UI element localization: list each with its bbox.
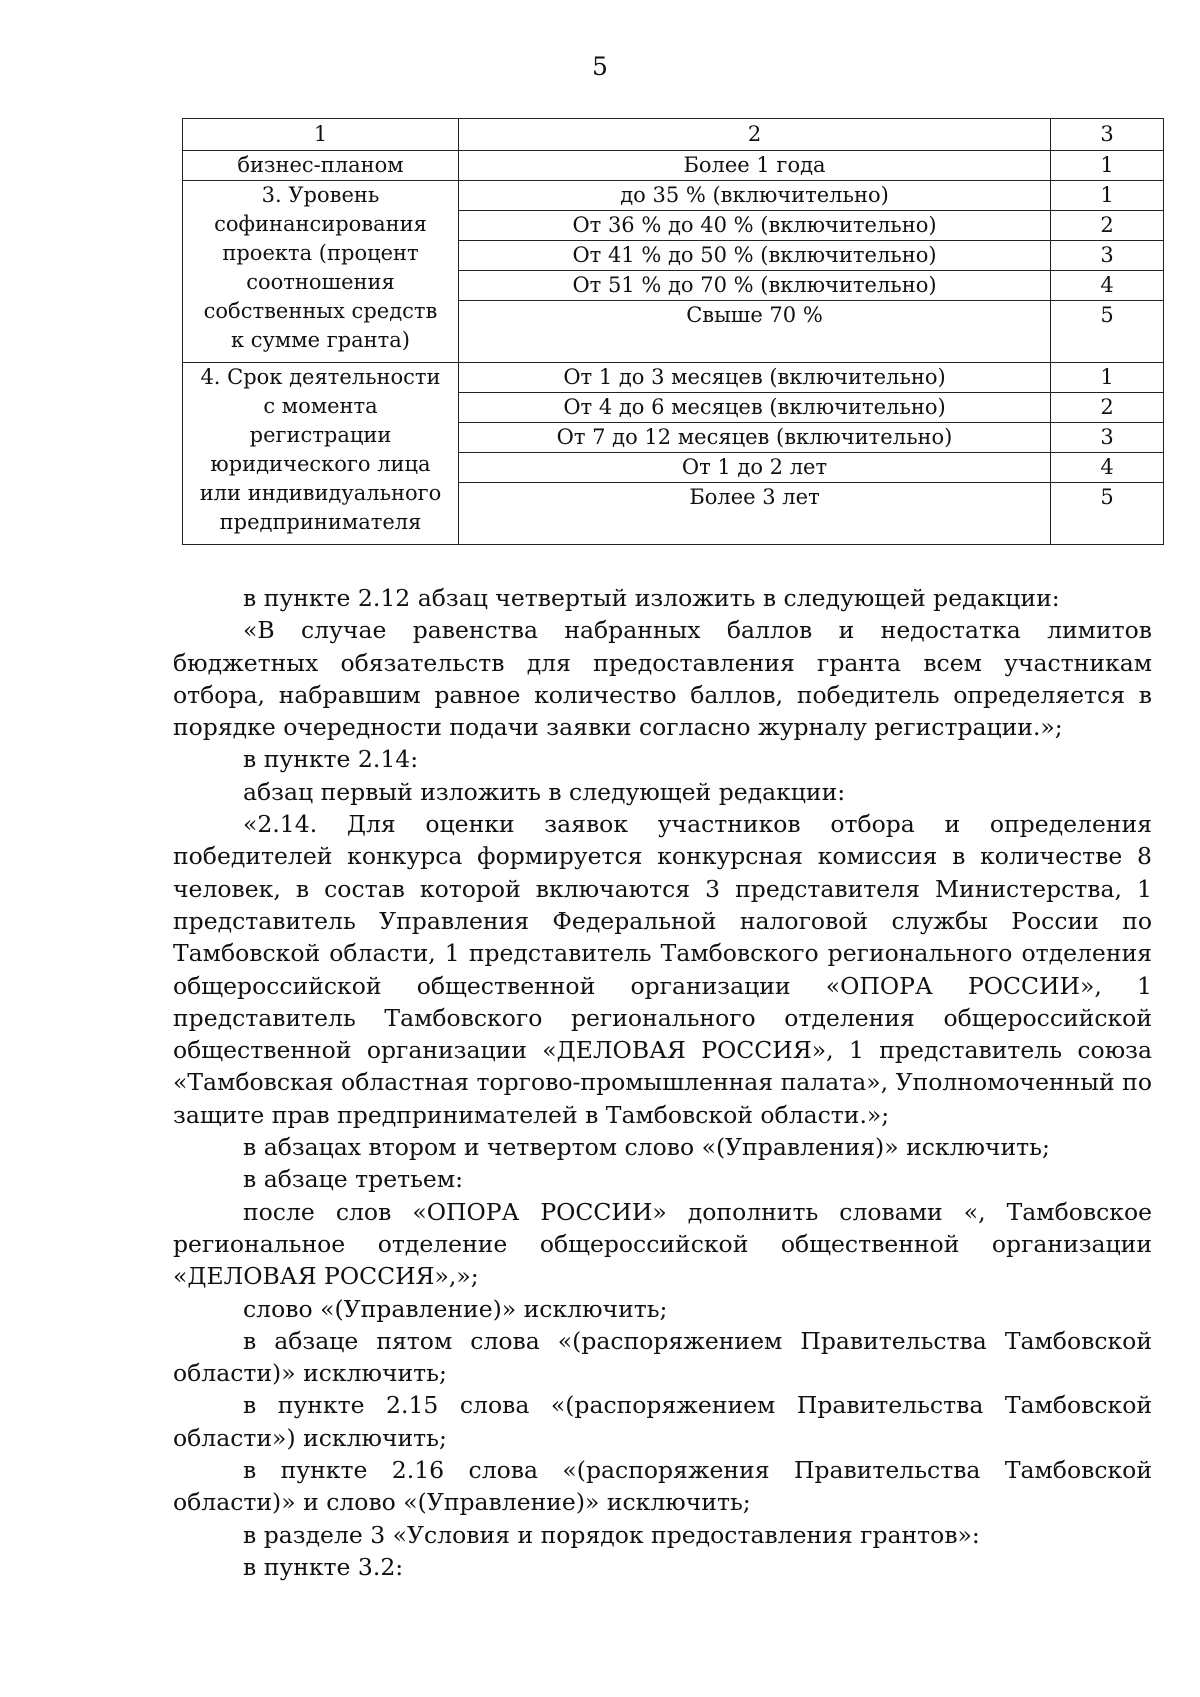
- criterion-line: к сумме гранта): [231, 328, 410, 352]
- paragraph: абзац первый изложить в следующей редакции:: [243, 777, 846, 806]
- table-row: [183, 181, 1164, 211]
- criterion-cell-3: [183, 181, 459, 363]
- table-header-cell: 2: [459, 119, 1051, 151]
- score-cell: 3: [1051, 423, 1164, 453]
- criterion-line: предпринимателя: [219, 510, 422, 534]
- criterion-cell: бизнес-планом: [183, 151, 459, 181]
- score-cell: 1: [1051, 181, 1164, 211]
- value-cell: От 51 % до 70 % (включительно): [459, 271, 1051, 301]
- table-header-cell: 1: [183, 119, 459, 151]
- value-cell: до 35 % (включительно): [459, 181, 1051, 211]
- value-cell: Более 1 года: [459, 151, 1051, 181]
- score-cell: 3: [1051, 241, 1164, 271]
- paragraph: в пункте 2.14:: [243, 745, 419, 774]
- criterion-line: или индивидуального: [199, 481, 442, 505]
- paragraph: слово «(Управление)» исключить;: [243, 1294, 668, 1323]
- value-cell: От 41 % до 50 % (включительно): [459, 241, 1051, 271]
- criterion-cell-4: [183, 363, 459, 545]
- paragraph: в пункте 2.12 абзац четвертый изложить в следующей редакции:: [243, 584, 1060, 612]
- table-row: [183, 363, 1164, 393]
- value-cell: От 4 до 6 месяцев (включительно): [459, 393, 1051, 423]
- value-cell: От 1 до 2 лет: [459, 453, 1051, 483]
- score-cell: 1: [1051, 363, 1164, 393]
- value-cell: От 36 % до 40 % (включительно): [459, 211, 1051, 241]
- criterion-line: соотношения: [246, 270, 395, 294]
- table-row: [183, 151, 1164, 181]
- paragraph: в пункте 2.15 слова «(распоряжением Правительства Тамбовской области») исключить;: [173, 1391, 1152, 1452]
- value-cell: Свыше 70 %: [459, 301, 1051, 363]
- paragraph: в абзаце пятом слова «(распоряжением Правительства Тамбовской области)» исключить;: [173, 1326, 1152, 1388]
- score-cell: 2: [1051, 211, 1164, 241]
- criteria-table: [182, 118, 1164, 545]
- table-header-cell: 3: [1051, 119, 1164, 151]
- criterion-line: собственных средств: [203, 299, 438, 323]
- paragraph: после слов «ОПОРА РОССИИ» дополнить словами «, Тамбовское региональное отделение общероссийской общественной организации «ДЕЛОВАЯ РОССИЯ»,»;: [173, 1197, 1152, 1291]
- value-cell: Более 3 лет: [459, 483, 1051, 545]
- criterion-line: 4. Срок деятельности: [200, 365, 441, 389]
- document-body: [173, 582, 1152, 1583]
- score-cell: 5: [1051, 483, 1164, 545]
- criterion-line: софинансирования: [214, 212, 427, 236]
- paragraph: в абзаце третьем:: [243, 1165, 464, 1194]
- value-cell: От 7 до 12 месяцев (включительно): [459, 423, 1051, 453]
- criterion-line: юридического лица: [210, 452, 431, 476]
- page-number: 5: [592, 52, 608, 81]
- paragraph: «В случае равенства набранных баллов и недостатка лимитов бюджетных обязательств для предоставления гранта всем участникам отбора, набравшим равное количество баллов, победитель определяется в порядке очередности подачи заявки согласно журналу регистрации.»;: [173, 616, 1152, 742]
- criterion-line: проекта (процент: [222, 241, 419, 265]
- criterion-line: с момента: [263, 394, 378, 418]
- paragraph: в пункте 2.16 слова «(распоряжения Правительства Тамбовской области)» и слово «(Управление)» исключить;: [173, 1456, 1152, 1517]
- paragraph: в абзацах втором и четвертом слово «(Управления)» исключить;: [243, 1133, 1050, 1162]
- value-cell: От 1 до 3 месяцев (включительно): [459, 363, 1051, 393]
- score-cell: 5: [1051, 301, 1164, 363]
- score-cell: 4: [1051, 271, 1164, 301]
- score-cell: 1: [1051, 151, 1164, 181]
- paragraph: «2.14. Для оценки заявок участников отбора и определения победителей конкурса формируется конкурсная комиссия в количестве 8 человек, в состав которой включаются 3 представителя Министерства, 1 представитель Управления Федеральной налоговой службы России по Тамбовской области, 1 представитель Тамбовского регионального отделения общероссийской общественной организации «ОПОРА РОССИИ», 1 представитель Тамбовского регионального отделения общероссийской общественной организации «ДЕЛОВАЯ РОССИЯ», 1 представитель союза «Тамбовская областная торгово-промышленная палата», Уполномоченный по защите прав предпринимателей в Тамбовской области.»;: [173, 810, 1152, 1129]
- criterion-line: 3. Уровень: [261, 183, 380, 207]
- score-cell: 4: [1051, 453, 1164, 483]
- paragraph: в разделе 3 «Условия и порядок предоставления грантов»:: [243, 1520, 980, 1549]
- table-header-row: [183, 119, 1164, 151]
- paragraph: в пункте 3.2:: [243, 1552, 404, 1581]
- score-cell: 2: [1051, 393, 1164, 423]
- criterion-line: регистрации: [249, 423, 392, 447]
